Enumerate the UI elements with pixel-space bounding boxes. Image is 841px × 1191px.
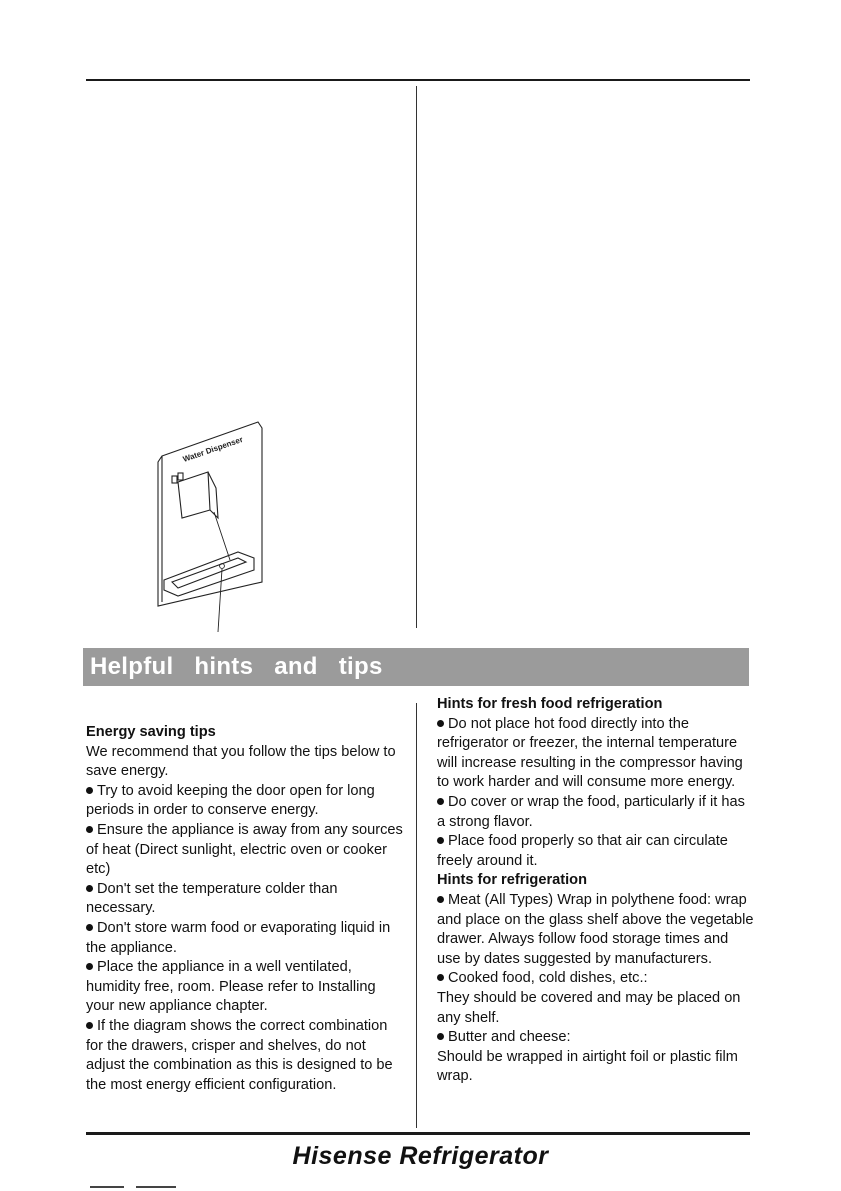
energy-tip: Don't store warm food or evaporating liquid in the appliance.: [86, 919, 391, 956]
bullet-icon: [437, 1033, 444, 1040]
bullet-icon: [437, 837, 444, 844]
energy-tip: If the diagram shows the correct combination for the drawers, crisper and shelves, do not adjust the combination as this is designed to be the most energy efficient configuration.: [86, 1017, 393, 1093]
brand-footer: Hisense Refrigerator: [292, 1142, 549, 1170]
bullet-icon: [86, 963, 93, 970]
bullet-icon: [437, 896, 444, 903]
upper-column-divider: [416, 86, 417, 628]
fresh-food-hint: Do cover or wrap the food, particularly if it has a strong flavor.: [437, 793, 745, 830]
refrigeration-heading: Hints for refrigeration: [437, 872, 588, 889]
section-title: Helpful hints and tips: [90, 653, 383, 680]
energy-tip: Don't set the temperature colder than necessary.: [86, 880, 338, 917]
energy-saving-heading: Energy saving tips: [86, 724, 216, 740]
lower-column-divider: [416, 703, 417, 1128]
fresh-food-hint: Place food properly so that air can circulate freely around it.: [437, 833, 728, 869]
section-banner: [83, 648, 749, 686]
fresh-food-heading: Hints for fresh food refrigeration: [437, 696, 663, 712]
dispenser-label: Water Dispenser: [181, 434, 245, 464]
bullet-icon: [437, 798, 444, 805]
bottom-rule: [86, 1132, 750, 1135]
water-dispenser-illustration: [138, 410, 278, 632]
bullet-icon: [86, 924, 93, 931]
fresh-food-hint: Do not place hot food directly into the refrigerator or freezer, the internal temperature will increase resulting in the compressor having to work harder and will consume more energy.: [437, 715, 743, 791]
footer-mark: [90, 1186, 124, 1188]
bullet-icon: [86, 1022, 93, 1029]
footer-mark: [136, 1186, 176, 1188]
bullet-icon: [86, 787, 93, 794]
refrigeration-hints-column: [437, 695, 755, 1087]
refrigeration-hint: Meat (All Types) Wrap in polythene food: wrap and place on the glass shelf above the vegetable drawer. Always follow food storage times and use by dates suggested by manufacturers.: [437, 891, 754, 967]
energy-tip: Place the appliance in a well ventilated, humidity free, room. Please refer to Installing your new appliance chapter.: [86, 959, 376, 1015]
refrigeration-hint: Cooked food, cold dishes, etc.: They should be covered and may be placed on any shelf.: [437, 970, 741, 1026]
bullet-icon: [437, 974, 444, 981]
refrigeration-hint: Butter and cheese: Should be wrapped in airtight foil or plastic film wrap.: [437, 1029, 738, 1085]
bullet-icon: [437, 720, 444, 727]
bullet-icon: [86, 826, 93, 833]
energy-saving-intro: We recommend that you follow the tips below to save energy.: [86, 743, 396, 780]
energy-tip: Try to avoid keeping the door open for long periods in order to conserve energy.: [86, 782, 375, 819]
energy-tip: Ensure the appliance is away from any sources of heat (Direct sunlight, electric oven or cooker etc): [86, 821, 403, 878]
bullet-icon: [86, 885, 93, 892]
top-rule: [86, 79, 750, 81]
energy-saving-column: [86, 723, 408, 1095]
